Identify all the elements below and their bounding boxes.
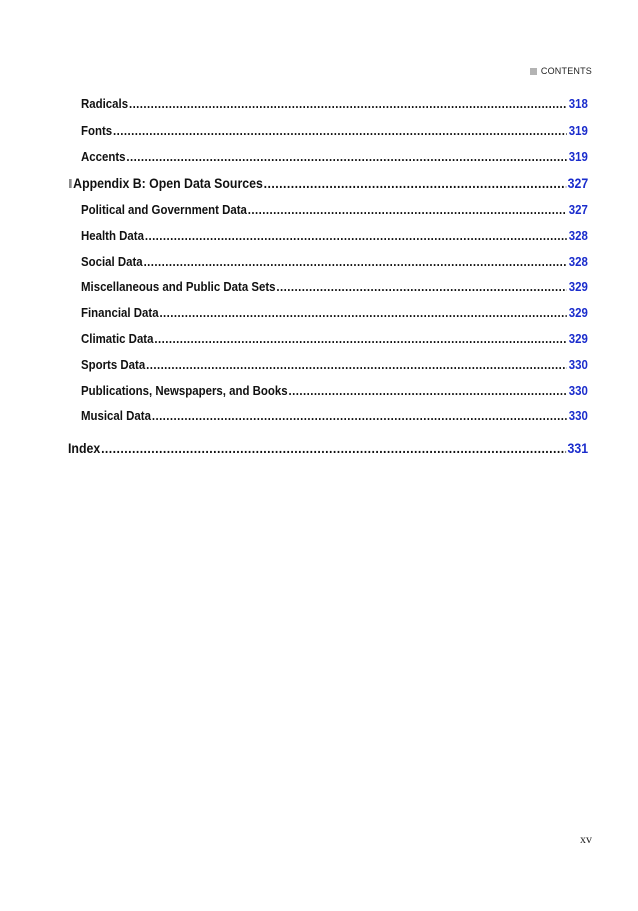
- toc-entry-title: Miscellaneous and Public Data Sets: [81, 279, 276, 294]
- toc-entry-title: Accents: [81, 149, 126, 164]
- toc-entry-title: Political and Government Data: [81, 202, 247, 217]
- dot-leader: [288, 383, 567, 398]
- toc-page-link[interactable]: 327: [567, 175, 589, 191]
- dot-leader: [101, 440, 566, 456]
- toc-page-link[interactable]: 330: [568, 357, 588, 372]
- toc-entry-title: Index: [68, 440, 101, 456]
- toc-entry-appendix-b[interactable]: [69, 175, 588, 191]
- toc-entry-title: Publications, Newspapers, and Books: [81, 383, 288, 398]
- toc-entry-climatic[interactable]: [81, 331, 588, 346]
- toc-entry-title: Health Data: [81, 228, 144, 243]
- toc-entry-title: Financial Data: [81, 305, 159, 320]
- toc-entry-miscellaneous[interactable]: [81, 279, 588, 294]
- toc-entry-title: Sports Data: [81, 357, 146, 372]
- dot-leader: [152, 408, 567, 423]
- toc-entry-title: Social Data: [81, 254, 143, 269]
- toc-entry-accents[interactable]: [81, 149, 588, 164]
- running-header-title: CONTENTS: [540, 66, 592, 76]
- dot-leader: [154, 331, 567, 346]
- toc-entry-title: Musical Data: [81, 408, 151, 423]
- toc-page-link[interactable]: 329: [568, 305, 588, 320]
- dot-leader: [144, 254, 567, 269]
- toc-entry-musical[interactable]: [81, 408, 588, 423]
- toc-page-link[interactable]: 329: [568, 279, 588, 294]
- toc-entry-fonts[interactable]: [81, 123, 588, 138]
- toc-entry-political-government[interactable]: [81, 202, 588, 217]
- toc-page-link[interactable]: 319: [568, 123, 588, 138]
- toc-entry-publications[interactable]: [81, 383, 588, 398]
- toc-page-link[interactable]: 331: [567, 440, 589, 456]
- dot-leader: [146, 357, 567, 372]
- dot-leader: [159, 305, 567, 320]
- toc-entry-title: Climatic Data: [81, 331, 154, 346]
- toc-page-link[interactable]: 319: [568, 149, 588, 164]
- toc-page-link[interactable]: 330: [568, 408, 588, 423]
- dot-leader: [113, 123, 567, 138]
- toc-page-link[interactable]: 328: [568, 228, 588, 243]
- toc-page-link[interactable]: 330: [568, 383, 588, 398]
- toc-entry-social[interactable]: [81, 254, 588, 269]
- section-bullet-icon: [69, 179, 71, 188]
- dot-leader: [126, 149, 567, 164]
- dot-leader: [129, 96, 567, 111]
- dot-leader: [145, 228, 567, 243]
- toc-page-link[interactable]: 318: [568, 96, 588, 111]
- toc-entry-title: Appendix B: Open Data Sources: [73, 175, 263, 191]
- toc-entry-health[interactable]: [81, 228, 588, 243]
- toc-entry-radicals[interactable]: [81, 96, 588, 111]
- toc-page-link[interactable]: 328: [568, 254, 588, 269]
- toc-entry-sports[interactable]: [81, 357, 588, 372]
- dot-leader: [276, 279, 567, 294]
- toc-entry-financial[interactable]: [81, 305, 588, 320]
- header-square-icon: [530, 68, 537, 75]
- toc-entry-title: Radicals: [81, 96, 129, 111]
- toc-entry-title: Fonts: [81, 123, 113, 138]
- toc-page-link[interactable]: 329: [568, 331, 588, 346]
- page-number: xv: [580, 832, 592, 846]
- toc-entry-index[interactable]: [68, 440, 588, 456]
- toc-page-link[interactable]: 327: [568, 202, 588, 217]
- dot-leader: [248, 202, 567, 217]
- dot-leader: [264, 175, 566, 191]
- running-header: [530, 66, 592, 76]
